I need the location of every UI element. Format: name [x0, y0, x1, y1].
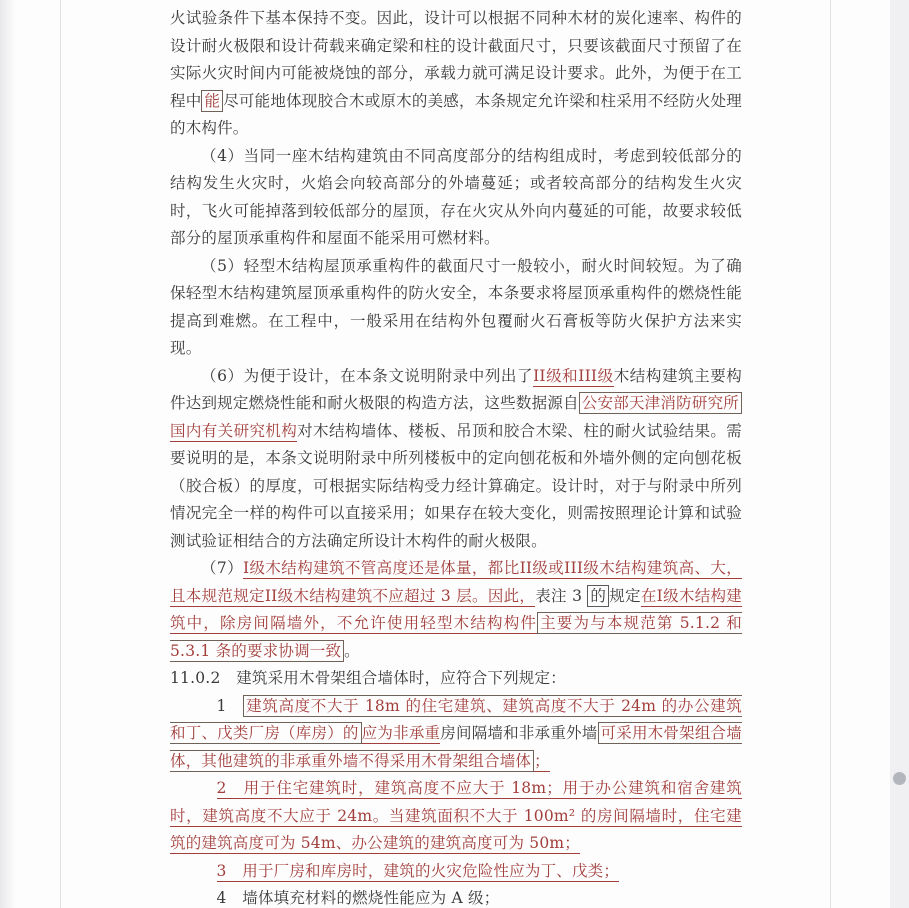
page-right-edge-line	[830, 0, 831, 908]
text-run: （4）当同一座木结构建筑由不同高度部分的结构组成时，考虑到较低部分的结构发生火灾时，火焰会向较高部分的外墙蔓延；或者较高部分的结构发生火灾时，飞火可能掉落到较低部分的屋顶，存在火灾从外向内蔓延的可能，故要求较低部分的屋顶承重构件和屋面不能采用可燃材料。	[170, 146, 742, 247]
page-left-edge-line	[60, 0, 61, 908]
document-content	[170, 5, 742, 908]
revision-inserted-text: I级木结构建筑不管高度还是体量，都比II级或III级木结构建筑高、大，且本规范规定II级木结构建筑不应超过 3 层。因此，	[170, 559, 742, 605]
paragraph-5	[170, 253, 742, 363]
text-run: 表注 3	[535, 586, 588, 605]
text-run: （6）为便于设计，在本条文说明附录中列出了	[201, 366, 534, 385]
continuation-paragraph	[170, 5, 742, 143]
revision-inserted-text: II级和III级	[533, 366, 614, 385]
text-run: （7）	[201, 559, 244, 577]
item-2	[170, 775, 742, 858]
text-run: 木结构建筑主要构件达到规定燃烧性能和耐火极限的构造方法，这些数据源自	[170, 366, 742, 412]
text-run: 11.0.2 建筑采用木骨架组合墙体时，应符合下列规定：	[170, 669, 566, 687]
revision-boxed-red-text: 公安部天津消防研究所	[579, 392, 742, 414]
revision-boxed-red-text: 建筑高度不大于 18m 的住宅建筑、建筑高度不大于 24m 的办公建筑和丁、戊类厂房（库房）的	[170, 696, 742, 742]
item-3	[170, 858, 742, 886]
revision-inserted-text: 2 用于住宅建筑时，建筑高度不应大于 18m；用于办公建筑和宿舍建筑时，建筑高度不大应于 24m。当建筑面积不大于 100m² 的房间隔墙时，住宅建筑的建筑高度可为 54m、办公建筑的建筑高度可为 50m；	[170, 779, 742, 852]
paragraph-6	[170, 363, 742, 556]
revision-boxed-black-text: 的	[587, 585, 609, 607]
revision-boxed-red-text: 能	[201, 90, 223, 112]
revision-inserted-text: 3 用于厂房和库房时，建筑的火灾危险性应为丁、戊类；	[216, 861, 620, 880]
scrollbar-thumb[interactable]	[893, 772, 906, 785]
text-run: 尽可能地体现胶合木或原木的美感，本条规定允许梁和柱采用不经防火处理的木构件。	[170, 91, 743, 137]
revision-inserted-text: ；	[534, 751, 550, 770]
clause-11-0-2	[170, 665, 742, 693]
scrollbar-track[interactable]	[890, 0, 909, 908]
revision-boxed-red-text: 可采用木骨架组合墙体，其他建筑的非承重外墙不得采用木骨架组合墙体	[170, 724, 742, 770]
text-run: 对木结构墙体、楼板、吊顶和胶合木梁、柱的耐火试验结果。需要说明的是，本条文说明附录中所列楼板中的定向刨花板和外墙外侧的定向刨花板（胶合板）的厚度，可根据实际结构受力经计算确定。设计时，对于与附录中所列情况完全一样的构件可以直接采用；如果存在较大变化，则需按照理论计算和试验测试验证相结合的方法确定所设计木构件的耐火极限。	[170, 421, 742, 550]
text-run: 。	[344, 641, 360, 660]
revision-inserted-text: 在I级木结构建筑中，除房间隔墙外，不允许使用轻型木结构构件	[170, 586, 743, 632]
text-run: 1	[216, 696, 244, 715]
revision-inserted-text: 国内有关研究机构	[170, 421, 298, 440]
revision-inserted-text: 应为非承重	[361, 724, 441, 742]
item-4	[170, 885, 742, 908]
text-run: 房间隔墙和非承重外墙	[440, 724, 598, 742]
text-run: 规定	[609, 586, 641, 605]
text-run: 4 墙体填充材料的燃烧性能应为 A 级；	[216, 889, 500, 907]
page-left-shadow	[0, 0, 16, 908]
paragraph-4	[170, 143, 742, 253]
paragraph-7	[170, 555, 742, 665]
revision-boxed-red-text: 主要为与本规范第 5.1.2 和 5.3.1 条的要求协调一致	[170, 614, 742, 660]
text-run: 火试验条件下基本保持不变。因此，设计可以根据不同种木材的炭化速率、构件的设计耐火极限和设计荷载来确定梁和柱的设计截面尺寸，只要该截面尺寸预留了在实际火灾时间内可能被烧蚀的部分，承载力就可满足设计要求。此外，为便于在工程中	[170, 9, 742, 110]
item-1	[170, 693, 742, 776]
text-run: （5）轻型木结构屋顶承重构件的截面尺寸一般较小，耐火时间较短。为了确保轻型木结构建筑屋顶承重构件的防火安全，本条要求将屋顶承重构件的燃烧性能提高到难燃。在工程中，一般采用在结构外包覆耐火石膏板等防火保护方法来实现。	[170, 256, 742, 357]
